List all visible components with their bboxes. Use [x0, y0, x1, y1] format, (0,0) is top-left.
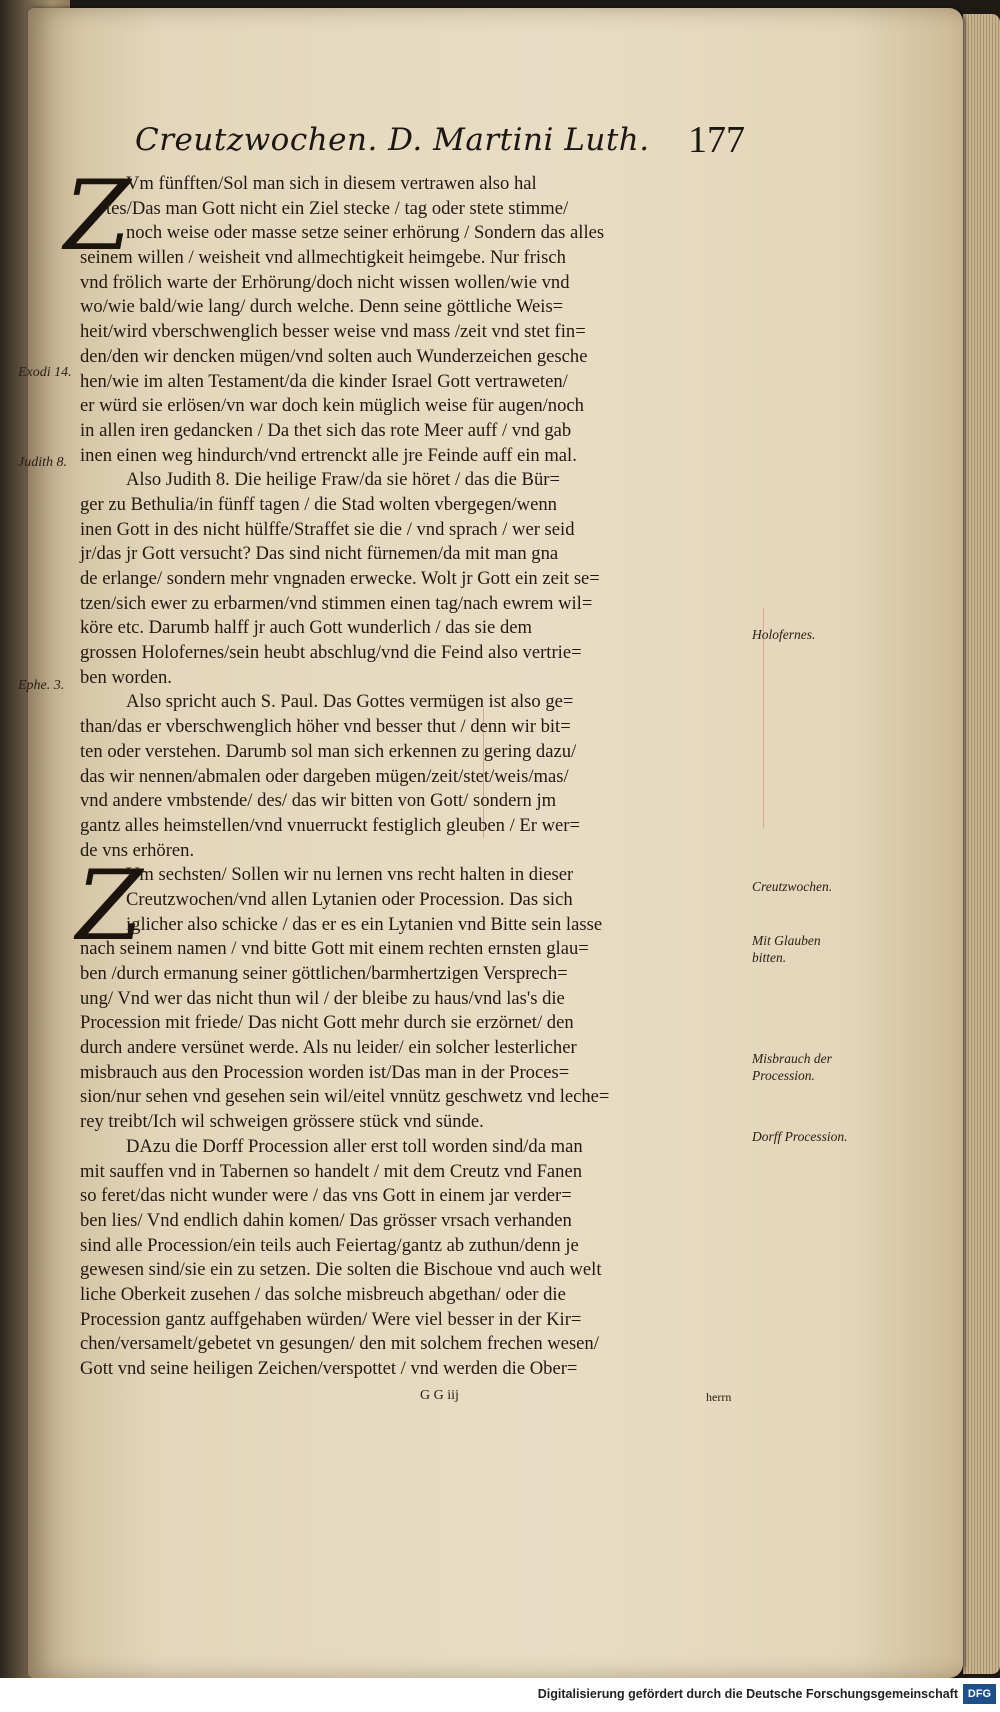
drop-cap-z: Z	[64, 160, 131, 272]
text-line: gewesen sind/sie ein zu setzen. Die solten die Bischoue vnd auch welt	[80, 1259, 602, 1281]
text-line: tes/Das man Gott nicht ein Ziel stecke / tag oder stete stimme/	[106, 197, 569, 219]
text-line: ben worden.	[80, 666, 172, 688]
text-line: heit/wird vberschwenglich besser weise vnd mass /zeit vnd stet fin=	[80, 321, 586, 343]
catchword: herrn	[706, 1390, 732, 1404]
text-line: ben /durch ermanung seiner göttlichen/barmhertzigen Versprech=	[80, 963, 568, 984]
page-stack-edge	[963, 14, 1000, 1674]
text-line: durch andere versünet werde. Als nu leider/ ein solcher lesterlicher	[80, 1037, 577, 1059]
text-line: iglicher also schicke / das er es ein Lytanien vnd Bitte sein lasse	[126, 913, 603, 935]
text-line: misbrauch aus den Procession worden ist/Das man in der Proces=	[80, 1061, 570, 1083]
text-line: liche Oberkeit zusehen / das solche misbreuch abgethan/ oder die	[80, 1283, 566, 1305]
paragraph-sixth	[78, 863, 750, 1135]
text-line: gantz alles heimstellen/vnd vnuerruckt festiglich gleuben / Er wer=	[80, 814, 580, 836]
footer-bar	[0, 1678, 1000, 1712]
margin-note-dorff: Dorff Procession.	[752, 1129, 848, 1144]
page-header	[135, 118, 745, 168]
text-line: noch weise oder masse setze seiner erhörung / Sondern das alles	[126, 222, 605, 244]
footer-credit: Digitalisierung gefördert durch die Deutsche Forschungsgemeinschaft	[537, 1687, 958, 1701]
text-line: de erlange/ sondern mehr vngnaden erwecke. Wolt jr Gott ein zeit se=	[80, 568, 600, 589]
text-line: sind alle Procession/ein teils auch Feiertag/gantz ab zuthun/denn je	[80, 1234, 579, 1256]
text-line: Vm sechsten/ Sollen wir nu lernen vns recht halten in dieser	[126, 864, 574, 886]
margin-note-ephe: Ephe. 3.	[18, 678, 65, 693]
text-line: tzen/sich ewer zu erbarmen/vnd stimmen einen tag/nach ewrem wil=	[80, 592, 593, 614]
text-line: rey treibt/Ich wil schweigen grössere stück vnd sünde.	[80, 1111, 484, 1133]
margin-note-creutzwochen: Creutzwochen.	[752, 879, 833, 894]
drop-cap-z: Z	[76, 850, 143, 962]
signature-mark: G G iij	[420, 1388, 459, 1403]
text-line: inen Gott in des nicht hülffe/Straffet sie die / vnd sprach / wer seid	[80, 518, 575, 540]
margin-note-glauben: Mit Glauben bitten.	[752, 933, 821, 965]
text-line: Gott vnd seine heiligen Zeichen/verspottet / vnd werden die Ober=	[80, 1358, 578, 1379]
text-line: hen/wie im alten Testament/da die kinder Israel Gott vertraweten/	[80, 370, 568, 392]
text-line: er würd sie erlösen/vn war doch kein müglich weise für augen/noch	[80, 395, 584, 417]
text-line: chen/versamelt/gebetet vn gesungen/ den mit solchem frechen wesen/	[80, 1333, 599, 1355]
text-line: ung/ Vnd wer das nicht thun wil / der bleibe zu haus/vnd las's die	[80, 987, 565, 1009]
text-line: DAzu die Dorff Procession aller erst toll worden sind/da man	[126, 1135, 583, 1157]
text-line: jr/das jr Gott versucht? Das sind nicht fürnemen/da mit man gna	[80, 543, 559, 565]
text-line: vnd frölich warte der Erhörung/doch nicht wissen wollen/wie vnd	[80, 271, 570, 293]
margin-note-misbrauch: Misbrauch der Procession.	[752, 1051, 832, 1083]
main-text	[78, 172, 750, 1382]
text-line: nach seinem namen / vnd bitte Gott mit einem rechten ernsten glau=	[80, 938, 589, 960]
text-line: ger zu Bethulia/in fünff tagen / die Stad wolten vbergegen/wenn	[80, 493, 557, 515]
text-line: ten oder verstehen. Darumb sol man sich erkennen zu gering dazu/	[80, 740, 577, 762]
text-line: seinem willen / weisheit vnd allmechtigkeit heimgebe. Nur frisch	[80, 247, 566, 269]
running-title: Creutzwochen. D. Martini Luth.	[135, 122, 650, 158]
text-line: Also Judith 8. Die heilige Fraw/da sie höret / das die Bür=	[126, 469, 560, 491]
text-line: wo/wie bald/wie lang/ durch welche. Denn seine göttliche Weis=	[80, 296, 564, 318]
text-line: vnd andere vmbstende/ des/ das wir bitten von Gott/ sondern jm	[80, 790, 557, 812]
text-line: Procession mit friede/ Das nicht Gott mehr durch sie erzörnet/ den	[80, 1012, 574, 1034]
paragraph-fifth	[78, 172, 750, 468]
page-number: 177	[688, 119, 745, 161]
margin-note-exodi: Exodi 14.	[18, 365, 72, 380]
text-line: köre etc. Darumb halff jr auch Gott wunderlich / das sie dem	[80, 617, 532, 639]
text-line: den/den wir dencken mügen/vnd solten auch Wunderzeichen gesche	[80, 345, 588, 367]
text-line: grossen Holofernes/sein heubt abschlug/vnd die Feind also vertrie=	[80, 642, 582, 664]
text-line: Also spricht auch S. Paul. Das Gottes vermügen ist also ge=	[126, 691, 574, 713]
text-line: in allen iren gedancken / Da thet sich das rote Meer auff / vnd gab	[80, 419, 572, 441]
text-line: sion/nur sehen vnd gesehen sein wil/eitel vnnütz geschwetz vnd leche=	[80, 1086, 610, 1108]
text-line: de vns erhören.	[80, 839, 195, 861]
text-line: ben lies/ Vnd endlich dahin komen/ Das grösser vrsach verhanden	[80, 1209, 572, 1231]
margin-note-holofernes: Holofernes.	[752, 627, 816, 642]
text-line: than/das er vberschwenglich höher vnd besser thut / denn wir bit=	[80, 716, 571, 738]
paragraph-judith	[78, 468, 750, 690]
dfg-logo: DFG	[963, 1684, 996, 1704]
text-line: mit sauffen vnd in Tabernen so handelt / mit dem Creutz vnd Fanen	[80, 1160, 583, 1182]
text-line: Vm fünfften/Sol man sich in diesem vertrawen also hal	[126, 173, 537, 194]
text-line: inen einen weg hindurch/vnd ertrenckt alle jre Feinde auff ein mal.	[80, 444, 577, 466]
paragraph-paul	[78, 690, 750, 863]
text-line: das wir nennen/abmalen oder dargeben mügen/zeit/stet/weis/mas/	[80, 765, 569, 787]
margin-note-judith: Judith 8.	[18, 455, 67, 470]
paragraph-dorff	[78, 1135, 750, 1382]
text-line: Procession gantz auffgehaben würden/ Were viel besser in der Kir=	[80, 1308, 582, 1330]
text-line: Creutzwochen/vnd allen Lytanien oder Procession. Das sich	[126, 888, 573, 910]
text-line: so feret/das nicht wunder were / das vns Gott in einem jar verder=	[80, 1185, 572, 1207]
